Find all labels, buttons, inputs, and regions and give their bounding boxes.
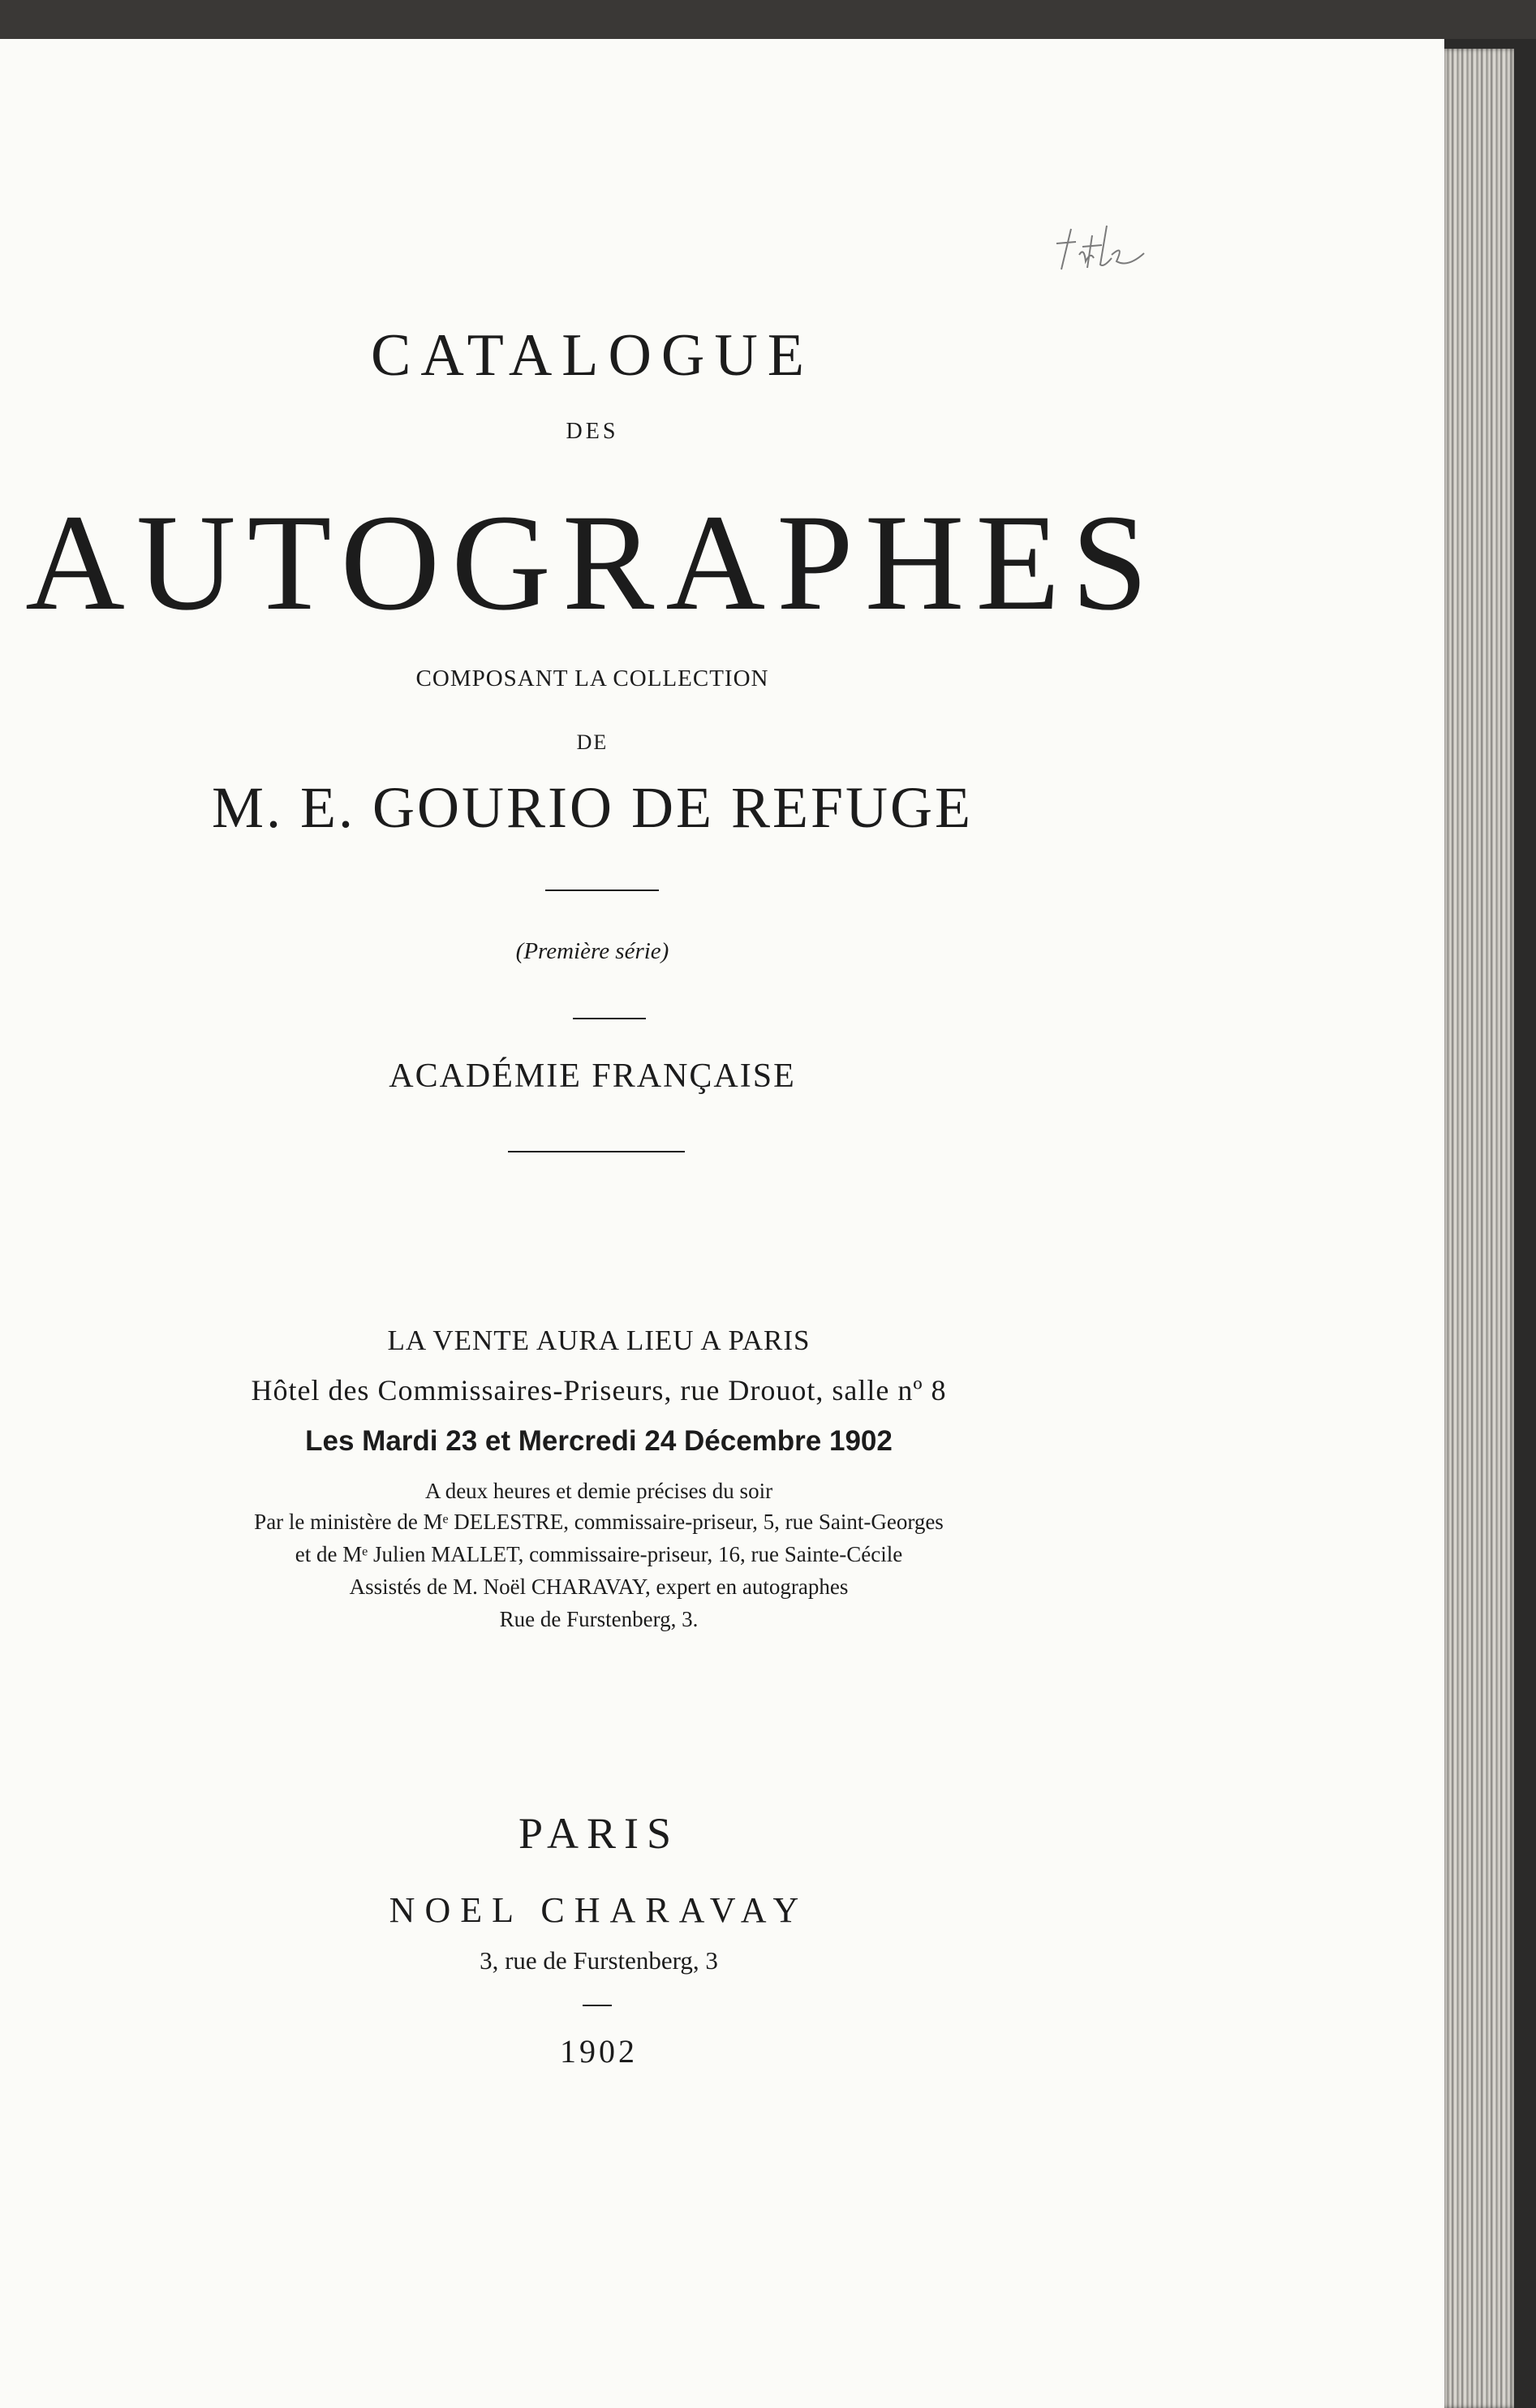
collector-name: M. E. GOURIO DE REFUGE <box>212 775 973 840</box>
imprint-city: PARIS <box>518 1809 680 1858</box>
handwritten-annotation <box>1055 219 1201 276</box>
auctioneer-line-1: Par le ministère de Mᵉ DELESTRE, commissaire-priseur, 5, rue Saint-Georges <box>254 1510 944 1534</box>
title-page <box>0 39 1444 2408</box>
scan-top-border <box>0 0 1536 39</box>
academie-heading: ACADÉMIE FRANÇAISE <box>389 1058 796 1095</box>
venue-intro: LA VENTE AURA LIEU A PARIS <box>387 1325 811 1356</box>
expert-line: Assistés de M. Noël CHARAVAY, expert en autographes <box>349 1574 849 1599</box>
venue-line: Hôtel des Commissaires-Priseurs, rue Drouot, salle nº 8 <box>251 1374 947 1406</box>
serie-label: (Première série) <box>515 938 669 964</box>
rule-1 <box>545 890 659 891</box>
book-page-edges <box>1444 49 1514 2408</box>
sale-time: A deux heures et demie précises du soir <box>424 1479 773 1503</box>
expert-address: Rue de Furstenberg, 3. <box>499 1607 699 1631</box>
imprint-publisher: NOEL CHARAVAY <box>389 1890 809 1930</box>
imprint-year: 1902 <box>560 2033 638 2070</box>
imprint-address: 3, rue de Furstenberg, 3 <box>480 1946 718 1975</box>
rule-2 <box>573 1018 646 1019</box>
des-label: DES <box>566 419 619 444</box>
rule-3 <box>508 1151 685 1152</box>
sale-dates: Les Mardi 23 et Mercredi 24 Décembre 1902 <box>305 1425 893 1457</box>
rule-4 <box>583 2005 612 2006</box>
autographes-title: AUTOGRAPHES <box>25 486 1160 639</box>
de-label: DE <box>576 730 609 754</box>
composant-line: COMPOSANT LA COLLECTION <box>415 666 769 691</box>
catalogue-heading: CATALOGUE <box>370 322 815 389</box>
auctioneer-line-2: et de Mᵉ Julien MALLET, commissaire-priseur, 16, rue Sainte-Cécile <box>295 1542 903 1566</box>
